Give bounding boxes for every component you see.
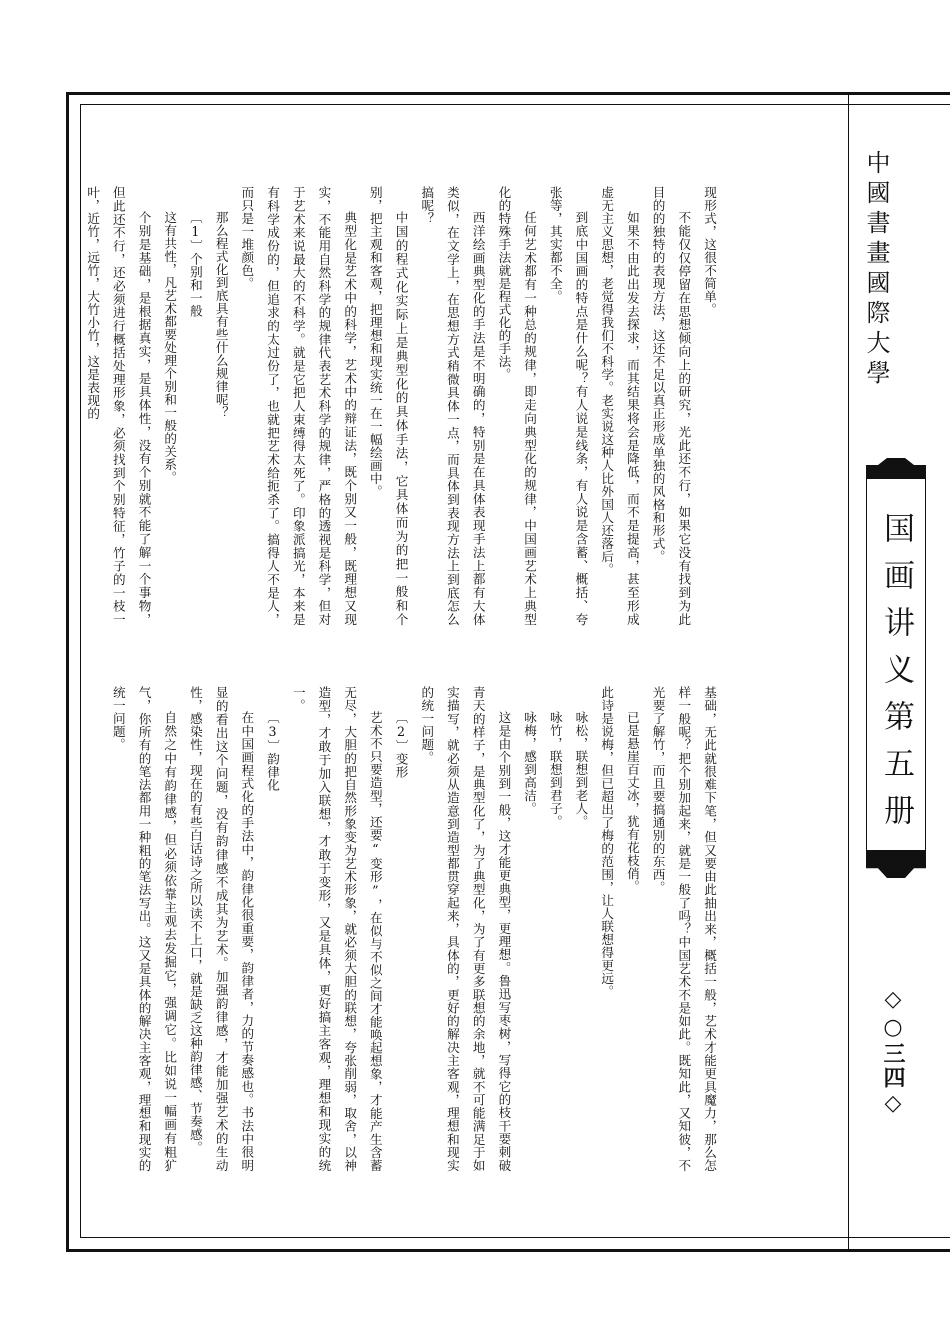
paragraph: 不能仅仅停留在思想倾向上的研究，光此还不行，如果它没有找到为此目的的独特的表现方法，这还不足以真正形成单独的风格和形式。 (650, 186, 692, 626)
paragraph: 咏竹，联想到君子。 (547, 711, 563, 829)
paragraph: 自然之中有韵律感，但必须依靠主观去发掘它，强调它。比如说一幅画有粗犷气，你所有的笔法都用一种粗的笔法写出。这又是具体的解决主客观，理想和现实的统一问题。 (110, 686, 178, 1172)
paragraph: 艺术不只要造型，还要“变形”，在似与不似之间才能唤起想象，才能产生含蓄无尽，大胆的把自然形象变为艺术形象，就必须大胆的联想，夸张削弱，取舍，以神造型，才敢于加入联想，才敢于变形，又是具体，更好搞主客观，理想和现实的统一。 (290, 686, 383, 1172)
upper-text-block (85, 186, 722, 626)
page-number: ◇○三四◇ (880, 986, 906, 1118)
paragraph: 〔2〕变形 (393, 711, 409, 779)
paragraph: 如果不由此出发去探求，而其结果将会是降低，而不是提高，甚至形成虚无主义思想，老觉得我们不科学。老实说这种人比外国人还落后。 (599, 186, 640, 626)
paragraph: 现形式，这很不简单。 (702, 186, 717, 316)
paragraph: 个别是基础，是根据真实，是具体性，没有个别就不能了解一个事物，但此还不行，还必须进行概括处理形象，必须找到个别特征，竹子的一枝一叶，近竹，远竹，大竹小竹，这是表现的 (85, 186, 152, 626)
paragraph: 西洋绘画典型化的手法是不明确的，特别是在具体表现手法上都有大体类似，在文学上，在思想方式稍微具体一点，而具体到表现方法上到底怎么搞呢？ (419, 186, 486, 626)
paragraph: 基础，无此就很难下笔，但又要由此抽出来，概括一般，艺术才能更具魔力，那么怎样一般呢？把个别加起来，就是一般了吗？中国艺术不是如此。既知此，又知彼，不光要了解竹，而且要搞通别的东西。 (650, 686, 717, 1172)
paragraph: 任何艺术都有一种总的规律，即走向典型化的规律，中国画艺术上典型化的特殊手法就是程式化的手法。 (496, 186, 538, 626)
paragraph: 〔1〕个别和一般 (187, 211, 203, 318)
paragraph: 咏梅，感到高洁。 (522, 711, 538, 816)
volume-title: 国画讲义第五册 (878, 512, 914, 841)
lower-text-block (108, 686, 722, 1172)
paragraph: 那么程式化到底具有些什么规律呢？ (213, 211, 229, 420)
school-name: 中國書畫國際大學 (862, 150, 890, 390)
paragraph: 这是由个别到一般，这才能更典型，更理想。鲁迅写枣树，写得它的枝干要刺破青天的样子，是典型化了，为了典型化，为了有更多联想的余地，就不可能满足于如实描写，就必须从造意到造型都贯穿起来，具体的，更好的解决主客观，理想和现实的统一问题。 (419, 686, 512, 1172)
paragraph: 已是悬崖百丈冰，犹有花枝俏。 (624, 711, 640, 894)
paragraph: 典型化是艺术中的科学，艺术中的辩证法，既个别又一般，既理想又现实，不能用自然科学的规律代表艺术科学的规律，严格的透视是科学，但对于艺术来说最大的不科学。就是它把人束缚得太死了。印象派搞光，本来是有科学成份的，但追求的太过份了，也就把艺术给扼杀了。搞得人不是人，而只是一堆颜色。 (239, 186, 358, 626)
paragraph: 在中国画程式化的手法中，韵律化很重要，韵律者，力的节奏感也。书法中很明显的看出这个问题，没有韵律感不成其为艺术。加强韵律感，才能加强艺术的生动性，感染性，现在的有些白话诗之所以读不上口，就是缺乏这种韵律感、节奏感。 (187, 686, 255, 1172)
paragraph: 中国的程式化实际上是典型化的具体手法，它具体而为的把一般和个别，把主观和客观，把理想和现实统一在一幅绘画中。 (367, 186, 409, 626)
paragraph: 到底中国画的特点是什么呢？有人说是线条，有人说是含蓄、概括、夸张等，其实都不全。 (547, 186, 589, 626)
paragraph: 咏松，联想到老人。 (573, 711, 589, 829)
paragraph: 此诗是说梅，但已超出了梅的范围，让人联想得更远。 (599, 686, 615, 998)
sidebar-divider (848, 92, 849, 1252)
paragraph: 〔3〕韵律化 (265, 711, 281, 792)
paragraph: 这有共性，凡艺术都要处理个别和一般的关系。 (162, 211, 178, 485)
